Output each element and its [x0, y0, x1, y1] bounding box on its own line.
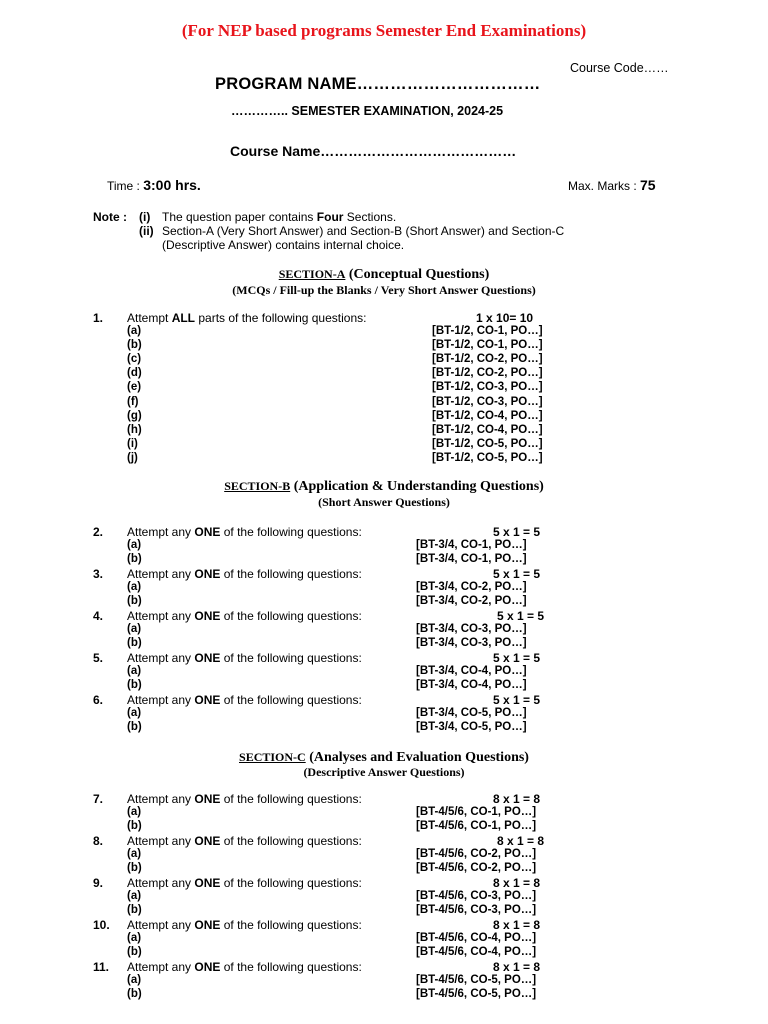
- part-label: (b): [127, 904, 142, 917]
- question-instruction: [127, 960, 362, 974]
- question-number: 8.: [93, 834, 104, 849]
- part-label: (h): [127, 423, 142, 436]
- bt-co-tag: [BT-4/5/6, CO-3, PO…]: [416, 904, 537, 917]
- time-info: [107, 177, 201, 193]
- part-label: (a): [127, 932, 142, 945]
- q-bold: ONE: [194, 876, 221, 891]
- note-text-bold: Four: [316, 210, 344, 224]
- q-post: of the following questions:: [220, 876, 362, 891]
- bt-co-tag: [BT-1/2, CO-4, PO…]: [432, 409, 543, 422]
- part-label: (f): [127, 395, 139, 408]
- question-marks: 1 x 10= 10: [476, 311, 534, 325]
- question-marks: 5 x 1 = 5: [497, 609, 545, 624]
- question-marks: 8 x 1 = 8: [493, 876, 541, 891]
- question-number: 10.: [93, 918, 110, 933]
- q-pre: Attempt any: [127, 918, 195, 933]
- part-label: (b): [127, 595, 142, 608]
- program-name: PROGRAM NAME……………………………: [215, 75, 541, 93]
- q-bold: ONE: [194, 834, 221, 849]
- q-post: of the following questions:: [220, 651, 362, 666]
- part-label: (b): [127, 862, 142, 875]
- q-pre: Attempt any: [127, 609, 195, 624]
- note-text-pre: The question paper contains: [162, 210, 317, 224]
- q-bold: ONE: [194, 693, 221, 708]
- course-name: Course Name……………………………………: [230, 143, 517, 159]
- time-label: Time :: [107, 179, 144, 193]
- q-post: of the following questions:: [220, 792, 362, 806]
- question-marks: 5 x 1 = 5: [493, 525, 541, 539]
- part-label: (b): [127, 946, 142, 959]
- banner-title: (For NEP based programs Semester End Examinations): [181, 21, 587, 40]
- question-instruction: [127, 834, 362, 848]
- q-bold: ONE: [194, 960, 221, 975]
- question-instruction: [127, 525, 362, 539]
- q-pre: Attempt any: [127, 651, 195, 666]
- bt-co-tag: [BT-1/2, CO-1, PO…]: [432, 339, 543, 352]
- bt-co-tag: [BT-4/5/6, CO-2, PO…]: [416, 848, 537, 861]
- part-label: (a): [127, 806, 142, 818]
- q-post: of the following questions:: [220, 960, 362, 975]
- bt-co-tag: [BT-1/2, CO-1, PO…]: [432, 325, 543, 337]
- q-pre: Attempt any: [127, 792, 195, 806]
- q-pre: Attempt any: [127, 960, 195, 975]
- semester-heading: ………….. SEMESTER EXAMINATION, 2024-25: [231, 104, 504, 118]
- bt-co-tag: [BT-1/2, CO-2, PO…]: [432, 367, 543, 380]
- course-code: Course Code……: [570, 61, 669, 75]
- question-instruction: [127, 693, 362, 707]
- part-label: (d): [127, 367, 142, 380]
- bt-co-tag: [BT-3/4, CO-2, PO…]: [416, 581, 527, 594]
- bt-co-tag: [BT-3/4, CO-2, PO…]: [416, 595, 527, 608]
- bt-co-tag: [BT-4/5/6, CO-5, PO…]: [416, 988, 537, 1001]
- part-label: (a): [127, 325, 142, 337]
- part-label: (a): [127, 539, 142, 551]
- section-a-subtitle: (MCQs / Fill-up the Blanks / Very Short Answer Questions): [232, 283, 536, 297]
- question-instruction: [127, 609, 362, 623]
- q-post: of the following questions:: [220, 834, 362, 849]
- section-a-label: SECTION-A: [278, 267, 346, 281]
- bt-co-tag: [BT-4/5/6, CO-1, PO…]: [416, 806, 537, 818]
- question-marks: 5 x 1 = 5: [493, 693, 541, 708]
- q-post: parts of the following questions:: [195, 311, 367, 325]
- part-label: (a): [127, 890, 142, 903]
- question-marks: 5 x 1 = 5: [493, 567, 541, 582]
- question-marks: 8 x 1 = 8: [497, 834, 545, 849]
- part-label: (b): [127, 679, 142, 692]
- bt-co-tag: [BT-4/5/6, CO-2, PO…]: [416, 862, 537, 875]
- note-item-text: Section-A (Very Short Answer) and Section-B (Short Answer) and Section-C: [162, 224, 565, 238]
- marks-label: Max. Marks :: [568, 179, 641, 193]
- question-marks: 8 x 1 = 8: [493, 960, 541, 975]
- q-bold: ONE: [194, 567, 221, 582]
- question-instruction: [127, 651, 362, 665]
- question-number: 5.: [93, 651, 104, 666]
- time-value: 3:00 hrs.: [143, 177, 201, 193]
- note-item-text: [162, 210, 396, 224]
- note-label: Note :: [93, 210, 127, 224]
- q-bold: ALL: [171, 311, 196, 325]
- question-marks: 5 x 1 = 5: [493, 651, 541, 666]
- part-label: (i): [127, 437, 138, 450]
- q-pre: Attempt any: [127, 567, 195, 582]
- section-b-subtitle: (Short Answer Questions): [318, 495, 450, 509]
- question-number: 11.: [93, 960, 110, 975]
- q-post: of the following questions:: [220, 567, 362, 582]
- question-instruction: [127, 792, 362, 806]
- q-pre: Attempt any: [127, 525, 195, 539]
- question-number: 9.: [93, 876, 104, 891]
- note-item-text-cont: (Descriptive Answer) contains internal choice.: [162, 238, 405, 252]
- section-b-title-rest: (Application & Understanding Questions): [290, 479, 544, 494]
- section-c-subtitle: (Descriptive Answer Questions): [303, 765, 465, 779]
- part-label: (a): [127, 665, 142, 678]
- max-marks-info: [568, 177, 656, 193]
- question-instruction: [127, 876, 362, 890]
- part-label: (b): [127, 553, 142, 565]
- question-number: 1.: [93, 311, 104, 325]
- note-item-num: (i): [139, 210, 151, 224]
- bt-co-tag: [BT-3/4, CO-4, PO…]: [416, 665, 527, 678]
- bt-co-tag: [BT-3/4, CO-3, PO…]: [416, 623, 527, 636]
- part-label: (b): [127, 339, 142, 352]
- bt-co-tag: [BT-1/2, CO-3, PO…]: [432, 381, 543, 394]
- section-b-title: [0, 479, 768, 495]
- q-pre: Attempt any: [127, 834, 195, 849]
- q-pre: Attempt any: [127, 876, 195, 891]
- bt-co-tag: [BT-1/2, CO-3, PO…]: [432, 395, 543, 408]
- q-post: of the following questions:: [220, 693, 362, 708]
- part-label: (a): [127, 974, 142, 987]
- section-c-label: SECTION-C: [239, 750, 306, 764]
- bt-co-tag: [BT-1/2, CO-5, PO…]: [432, 437, 543, 450]
- bt-co-tag: [BT-4/5/6, CO-3, PO…]: [416, 890, 537, 903]
- question-marks: 8 x 1 = 8: [493, 918, 541, 933]
- part-label: (j): [127, 451, 138, 464]
- bt-co-tag: [BT-3/4, CO-5, PO…]: [416, 707, 527, 720]
- section-c-title-rest: (Analyses and Evaluation Questions): [305, 750, 529, 765]
- q-bold: ONE: [194, 525, 221, 539]
- bt-co-tag: [BT-3/4, CO-1, PO…]: [416, 539, 527, 551]
- bt-co-tag: [BT-1/2, CO-4, PO…]: [432, 423, 543, 436]
- q-bold: ONE: [194, 918, 221, 933]
- question-instruction: [127, 311, 366, 325]
- q-pre: Attempt any: [127, 693, 195, 708]
- note-item-num: (ii): [139, 224, 154, 238]
- part-label: (a): [127, 848, 142, 861]
- section-a-title-rest: (Conceptual Questions): [345, 267, 490, 282]
- question-number: 2.: [93, 525, 104, 539]
- bt-co-tag: [BT-3/4, CO-5, PO…]: [416, 721, 527, 734]
- bt-co-tag: [BT-4/5/6, CO-4, PO…]: [416, 932, 537, 945]
- q-post: of the following questions:: [220, 609, 362, 624]
- q-pre: Attempt: [127, 311, 172, 325]
- q-bold: ONE: [194, 792, 221, 806]
- bt-co-tag: [BT-3/4, CO-4, PO…]: [416, 679, 527, 692]
- q-bold: ONE: [194, 651, 221, 666]
- bt-co-tag: [BT-1/2, CO-2, PO…]: [432, 353, 543, 366]
- part-label: (b): [127, 721, 142, 734]
- question-marks: 8 x 1 = 8: [493, 792, 541, 806]
- bt-co-tag: [BT-1/2, CO-5, PO…]: [432, 451, 543, 464]
- part-label: (b): [127, 637, 142, 650]
- section-b-label: SECTION-B: [224, 479, 291, 493]
- section-c-title: [0, 750, 768, 766]
- part-label: (g): [127, 409, 142, 422]
- question-instruction: [127, 918, 362, 932]
- note-text-post: Sections.: [343, 210, 397, 224]
- part-label: (c): [127, 353, 142, 366]
- part-label: (a): [127, 581, 142, 594]
- question-instruction: [127, 567, 362, 581]
- question-number: 7.: [93, 792, 104, 806]
- bt-co-tag: [BT-3/4, CO-1, PO…]: [416, 553, 527, 565]
- q-post: of the following questions:: [220, 918, 362, 933]
- question-number: 4.: [93, 609, 104, 624]
- q-bold: ONE: [194, 609, 221, 624]
- question-number: 3.: [93, 567, 104, 582]
- bt-co-tag: [BT-4/5/6, CO-4, PO…]: [416, 946, 537, 959]
- part-label: (a): [127, 707, 142, 720]
- bt-co-tag: [BT-3/4, CO-3, PO…]: [416, 637, 527, 650]
- q-post: of the following questions:: [220, 525, 362, 539]
- question-number: 6.: [93, 693, 104, 708]
- section-a-title: [0, 267, 768, 283]
- bt-co-tag: [BT-4/5/6, CO-1, PO…]: [416, 820, 537, 832]
- part-label: (b): [127, 988, 142, 1001]
- bt-co-tag: [BT-4/5/6, CO-5, PO…]: [416, 974, 537, 987]
- part-label: (a): [127, 623, 142, 636]
- part-label: (e): [127, 381, 142, 394]
- part-label: (b): [127, 820, 142, 832]
- marks-value: 75: [640, 177, 656, 193]
